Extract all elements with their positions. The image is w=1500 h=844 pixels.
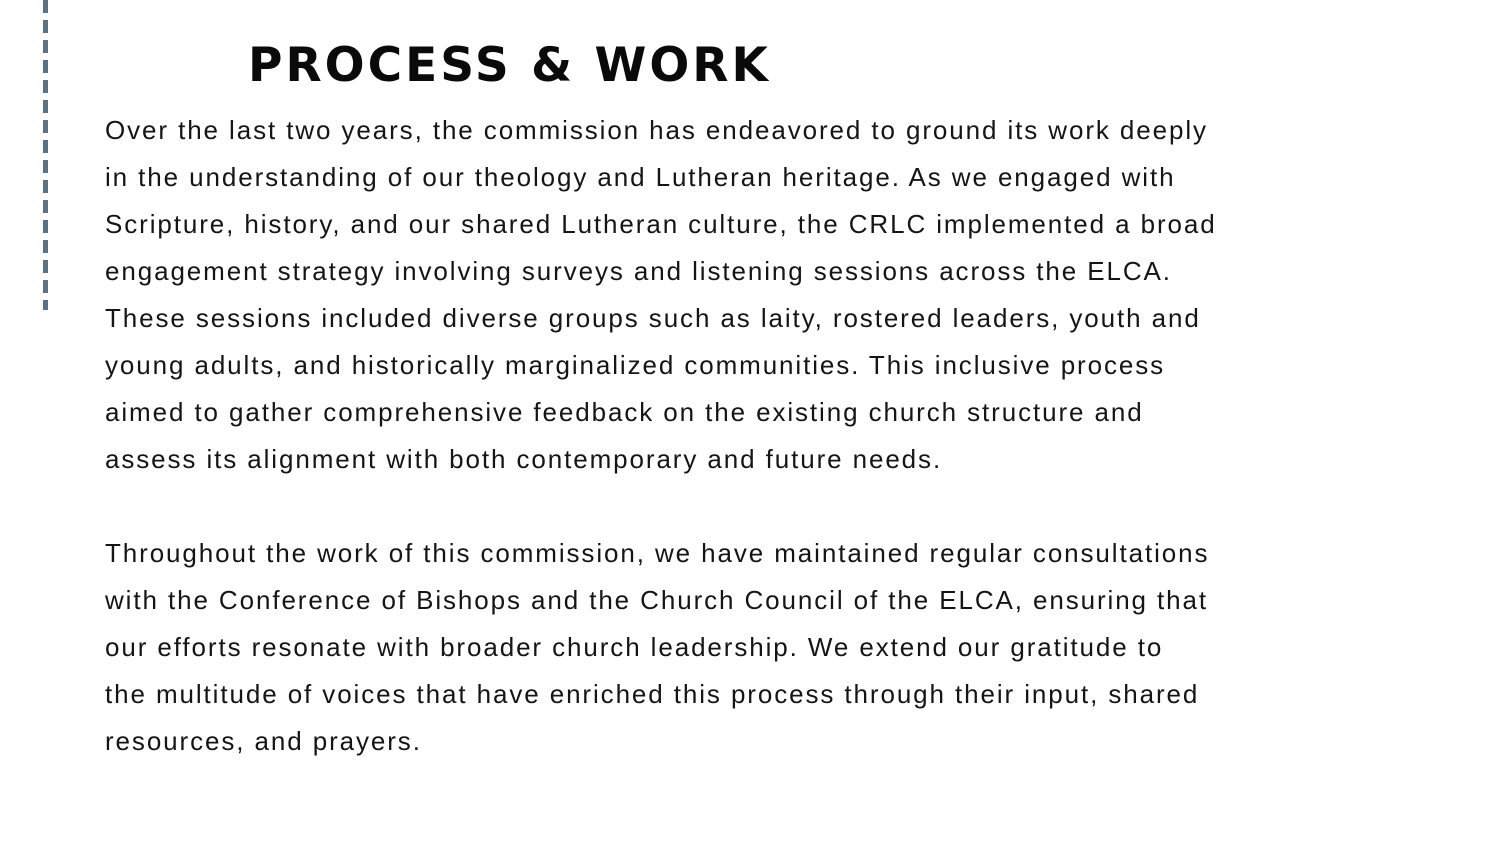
- text-line: Over the last two years, the commission has endeavored to ground its work deeply: [105, 115, 1208, 145]
- text-line: These sessions included diverse groups such as laity, rostered leaders, youth and: [105, 303, 1201, 333]
- text-line: Throughout the work of this commission, we have maintained regular consultations: [105, 538, 1210, 568]
- text-line: the multitude of voices that have enriched this process through their input, shared: [105, 679, 1200, 709]
- text-line: resources, and prayers.: [105, 726, 422, 756]
- text-line: aimed to gather comprehensive feedback on the existing church structure and: [105, 397, 1144, 427]
- text-line: with the Conference of Bishops and the Church Council of the ELCA, ensuring that: [105, 585, 1209, 615]
- text-line: assess its alignment with both contemporary and future needs.: [105, 444, 943, 474]
- paragraph-process: [105, 107, 1435, 483]
- page-title: PROCESS & WORK: [248, 38, 771, 93]
- paragraph-consultations: [105, 530, 1435, 765]
- text-line: Scripture, history, and our shared Lutheran culture, the CRLC implemented a broad: [105, 209, 1217, 239]
- text-line: engagement strategy involving surveys and listening sessions across the ELCA.: [105, 256, 1172, 286]
- text-line: young adults, and historically marginalized communities. This inclusive process: [105, 350, 1166, 380]
- decorative-dashed-rule: [43, 0, 48, 310]
- text-line: our efforts resonate with broader church leadership. We extend our gratitude to: [105, 632, 1164, 662]
- text-line: in the understanding of our theology and Lutheran heritage. As we engaged with: [105, 162, 1176, 192]
- body-text: [105, 107, 1435, 765]
